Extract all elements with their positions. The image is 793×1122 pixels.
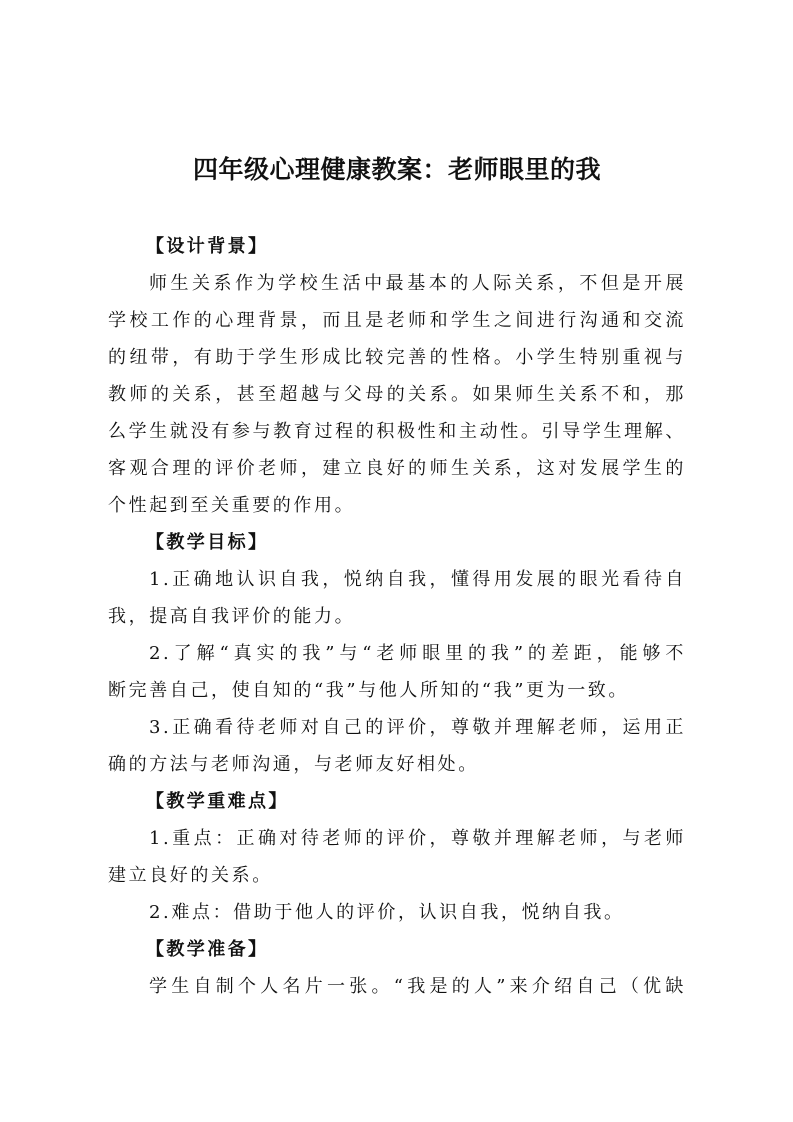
objective-item-3 xyxy=(108,709,686,783)
text-line: 教师的关系，甚至超越与父母的关系。如果师生关系不和，那 xyxy=(108,384,686,405)
objective-item-1 xyxy=(108,561,686,635)
text-line: 2.难点：借助于他人的评价，认识自我，悦纳自我。 xyxy=(149,902,625,923)
document-body xyxy=(108,228,686,1005)
text-line: 1.重点：正确对待老师的评价，尊敬并理解老师，与老师 xyxy=(149,828,686,849)
section-key-difficult-points xyxy=(108,783,686,931)
text-line: 我，提高自我评价的能力。 xyxy=(108,606,356,627)
document-title: 四年级心理健康教案：老师眼里的我 xyxy=(192,155,601,184)
text-line: 建立良好的关系。 xyxy=(108,865,273,886)
section-heading: 【教学准备】 xyxy=(146,939,269,960)
text-line: 学生自制个人名片一张。“我是的人”来介绍自己（优缺 xyxy=(149,976,686,997)
paragraph xyxy=(108,265,686,524)
paragraph xyxy=(108,968,686,1005)
text-line: 3.正确看待老师对自己的评价，尊敬并理解老师，运用正 xyxy=(149,717,686,738)
section-heading: 【教学重难点】 xyxy=(146,791,289,812)
text-line: 的纽带，有助于学生形成比较完善的性格。小学生特别重视与 xyxy=(108,347,686,368)
text-line: 么学生就没有参与教育过程的积极性和主动性。引导学生理解、 xyxy=(108,421,686,442)
text-line: 师生关系作为学校生活中最基本的人际关系，不但是开展 xyxy=(149,273,686,294)
section-teaching-preparation xyxy=(108,931,686,1005)
section-heading: 【教学目标】 xyxy=(146,532,269,553)
text-line: 确的方法与老师沟通，与老师友好相处。 xyxy=(108,754,479,775)
section-heading: 【设计背景】 xyxy=(146,236,269,257)
section-teaching-objectives xyxy=(108,524,686,783)
section-design-background xyxy=(108,228,686,524)
key-point-item xyxy=(108,820,686,894)
text-line: 客观合理的评价老师，建立良好的师生关系，这对发展学生的 xyxy=(108,458,686,479)
text-line: 2.了解“真实的我”与“老师眼里的我”的差距，能够不 xyxy=(149,643,686,664)
text-line: 个性起到至关重要的作用。 xyxy=(108,495,356,516)
text-line: 1.正确地认识自我，悦纳自我，懂得用发展的眼光看待自 xyxy=(149,569,686,590)
text-line: 学校工作的心理背景，而且是老师和学生之间进行沟通和交流 xyxy=(108,310,686,331)
text-line: 断完善自己，使自知的“我”与他人所知的“我”更为一致。 xyxy=(108,680,630,701)
objective-item-2 xyxy=(108,635,686,709)
difficult-point-item xyxy=(108,894,686,931)
